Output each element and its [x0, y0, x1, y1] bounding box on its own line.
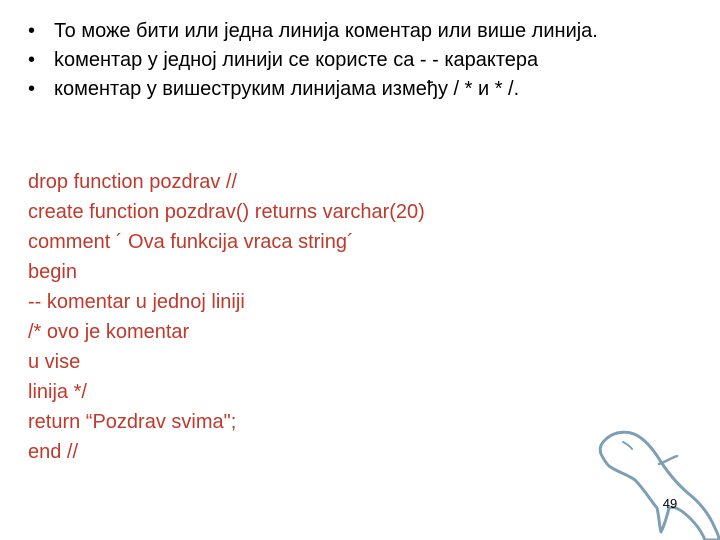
code-line: create function pozdrav() returns varchar(20)	[28, 201, 425, 223]
bullet-text: коментар у вишеструким линијама између / * и * /.	[54, 78, 520, 100]
bullet-item	[28, 48, 708, 73]
bullet-marker: •	[28, 20, 36, 42]
bullet-marker: •	[28, 49, 36, 71]
code-line: comment ´ Ova funkcija vraca string´	[28, 231, 354, 253]
bullet-text: kоментар у једној линији се користе са - - карактера	[54, 49, 539, 71]
code-line: /* ovo je komentar	[28, 321, 190, 343]
code-line: end //	[28, 441, 79, 463]
bullet-item	[28, 77, 708, 102]
sql-code-block	[28, 167, 425, 467]
code-line: drop function pozdrav //	[28, 171, 238, 193]
code-line: return “Pozdrav svima";	[28, 411, 237, 433]
mysql-dolphin-logo-icon	[597, 428, 720, 540]
code-line: u vise	[28, 351, 81, 373]
code-line: linija */	[28, 381, 87, 403]
bullet-list	[28, 19, 708, 106]
page-number: 49	[662, 496, 678, 511]
bullet-marker: •	[28, 78, 36, 100]
bullet-item	[28, 19, 708, 44]
bullet-text: То може бити или једна линија коментар или више линија.	[54, 20, 598, 42]
code-line: begin	[28, 261, 77, 283]
code-line: -- komentar u jednoj liniji	[28, 291, 245, 313]
